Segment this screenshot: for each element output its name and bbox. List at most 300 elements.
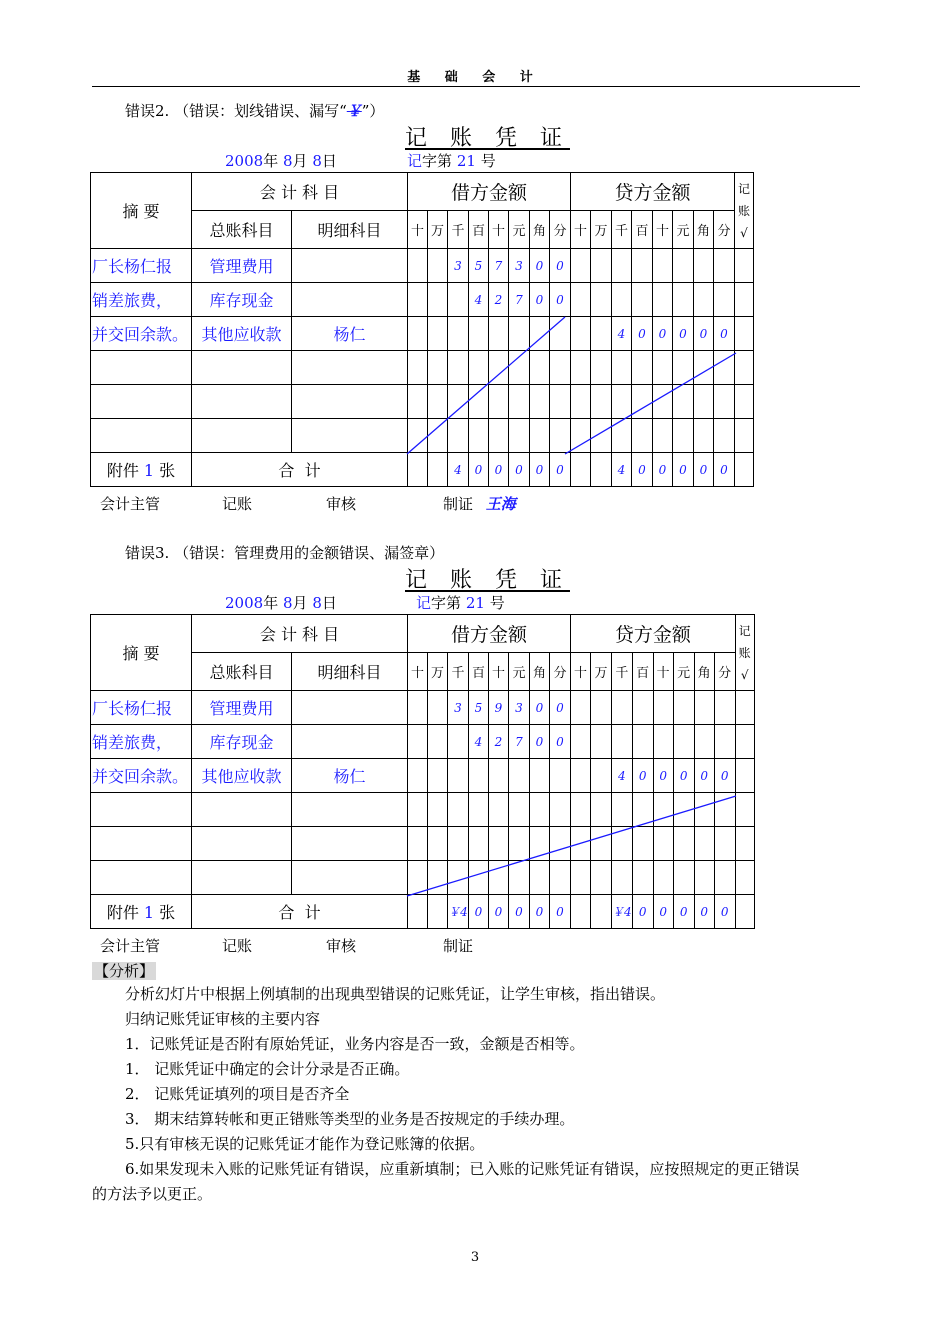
total-debit-digit xyxy=(408,895,428,929)
empty-cell xyxy=(469,793,489,827)
empty-cell xyxy=(489,827,509,861)
posted-cell xyxy=(735,453,754,487)
analysis-item: 3． 期末结算转帐和更正错账等类型的业务是否按规定的手续办理。 xyxy=(125,1110,575,1128)
col-general: 总账科目 xyxy=(192,653,292,691)
empty-cell xyxy=(408,793,428,827)
credit-digit xyxy=(673,725,694,759)
digit-label: 分 xyxy=(714,653,735,691)
digit-label: 十 xyxy=(571,211,591,249)
table-row xyxy=(91,691,755,725)
voucher2-dateline: 2008年 8月 8日 xyxy=(225,152,337,170)
empty-cell xyxy=(192,419,292,453)
analysis-item: 1． 记账凭证中确定的会计分录是否正确。 xyxy=(125,1060,410,1078)
empty-cell xyxy=(292,419,408,453)
empty-cell xyxy=(735,385,754,419)
empty-cell xyxy=(91,419,192,453)
detail-account-cell: 杨仁 xyxy=(292,317,408,351)
empty-cell xyxy=(530,351,550,385)
debit-digit: 7 xyxy=(489,249,509,283)
total-credit-digit: 0 xyxy=(714,453,735,487)
debit-digit: 0 xyxy=(530,725,550,759)
debit-digit xyxy=(408,759,428,793)
empty-cell xyxy=(714,827,735,861)
analysis-last-line1: 6.如果发现未入账的记账凭证有错误，应重新填制；已入账的记账凭证有错误，应按照规定的更正错误 xyxy=(125,1160,800,1178)
credit-digit xyxy=(612,283,632,317)
empty-cell xyxy=(735,793,754,827)
total-debit-digit xyxy=(428,895,448,929)
empty-cell xyxy=(91,351,192,385)
debit-digit: 0 xyxy=(530,249,550,283)
attachment-cell: 附件 1 张 xyxy=(91,895,192,929)
credit-digit xyxy=(612,725,633,759)
credit-digit xyxy=(591,725,612,759)
debit-digit: 0 xyxy=(550,725,571,759)
credit-digit xyxy=(694,725,714,759)
empty-cell xyxy=(408,419,428,453)
digit-label: 十 xyxy=(489,653,509,691)
digit-label: 万 xyxy=(428,211,448,249)
debit-digit xyxy=(428,317,448,351)
digit-label: 十 xyxy=(408,211,428,249)
empty-cell xyxy=(469,827,489,861)
credit-digit xyxy=(632,691,653,725)
credit-digit xyxy=(632,249,653,283)
empty-cell xyxy=(735,861,754,895)
col-credit: 贷方金额 xyxy=(571,615,736,653)
col-subject: 会 计 科 目 xyxy=(192,615,408,653)
total-credit-digit: 4 xyxy=(612,453,632,487)
empty-cell xyxy=(673,385,694,419)
digit-label: 角 xyxy=(530,211,550,249)
credit-digit xyxy=(673,283,694,317)
credit-digit xyxy=(694,249,714,283)
debit-digit xyxy=(408,725,428,759)
empty-cell xyxy=(428,793,448,827)
total-credit-digit: ￥4 xyxy=(612,895,633,929)
debit-digit xyxy=(530,759,550,793)
empty-cell xyxy=(448,385,469,419)
empty-cell xyxy=(550,419,571,453)
credit-digit xyxy=(632,725,653,759)
empty-cell xyxy=(448,351,469,385)
digit-label: 万 xyxy=(591,653,612,691)
empty-cell xyxy=(571,793,591,827)
debit-digit: 5 xyxy=(469,249,489,283)
digit-label: 百 xyxy=(632,211,653,249)
debit-digit xyxy=(530,317,550,351)
credit-digit xyxy=(673,249,694,283)
credit-digit: 0 xyxy=(632,317,653,351)
detail-account-cell xyxy=(292,249,408,283)
table-row xyxy=(91,861,755,895)
total-debit-digit: 0 xyxy=(550,895,571,929)
header-rule xyxy=(92,86,860,87)
total-credit-digit xyxy=(571,895,591,929)
credit-digit: 0 xyxy=(714,759,735,793)
col-detail: 明细科目 xyxy=(292,211,408,249)
col-general: 总账科目 xyxy=(192,211,292,249)
credit-digit xyxy=(653,249,673,283)
debit-digit: 0 xyxy=(550,691,571,725)
empty-cell xyxy=(591,385,612,419)
digit-label: 千 xyxy=(612,211,632,249)
total-debit-digit: 0 xyxy=(489,453,509,487)
empty-cell xyxy=(192,793,292,827)
voucher2-footer-audit: 审核 xyxy=(326,495,357,513)
empty-cell xyxy=(591,351,612,385)
total-credit-digit: 0 xyxy=(673,453,694,487)
empty-cell xyxy=(694,419,714,453)
total-credit-digit: 0 xyxy=(632,453,653,487)
credit-digit xyxy=(714,725,735,759)
col-detail: 明细科目 xyxy=(292,653,408,691)
total-debit-digit: 0 xyxy=(530,895,550,929)
table-row xyxy=(91,827,755,861)
voucher2-number: 记字第 21 号 xyxy=(407,152,496,170)
table-row xyxy=(91,725,755,759)
empty-cell xyxy=(489,793,509,827)
voucher3-table xyxy=(90,614,755,929)
posted-cell xyxy=(735,759,754,793)
debit-digit xyxy=(428,691,448,725)
empty-cell xyxy=(694,351,714,385)
voucher2-table-wrap xyxy=(90,172,754,487)
empty-cell xyxy=(632,827,653,861)
debit-digit: 3 xyxy=(448,691,469,725)
empty-cell xyxy=(591,419,612,453)
empty-cell xyxy=(653,419,673,453)
table-row xyxy=(91,283,754,317)
empty-cell xyxy=(550,385,571,419)
general-account-cell: 其他应收款 xyxy=(192,317,292,351)
voucher3-footer-chief: 会计主管 xyxy=(100,937,161,955)
voucher2-month: 8 xyxy=(282,152,293,170)
empty-cell xyxy=(612,827,633,861)
empty-cell xyxy=(91,861,192,895)
empty-cell xyxy=(530,419,550,453)
empty-cell xyxy=(632,351,653,385)
empty-cell xyxy=(591,861,612,895)
total-debit-digit xyxy=(428,453,448,487)
empty-cell xyxy=(632,861,653,895)
empty-cell xyxy=(735,827,754,861)
digit-label: 千 xyxy=(448,211,469,249)
debit-digit xyxy=(408,317,428,351)
voucher2-footer-bookkeeping: 记账 xyxy=(222,495,253,513)
col-summary: 摘 要 xyxy=(91,615,192,691)
empty-cell xyxy=(632,385,653,419)
empty-cell xyxy=(612,385,632,419)
error3-caption: 错误3. （错误：管理费用的金额错误、漏签章） xyxy=(125,544,445,562)
empty-cell xyxy=(653,351,673,385)
general-account-cell: 库存现金 xyxy=(192,725,292,759)
credit-digit: 4 xyxy=(612,317,632,351)
empty-cell xyxy=(428,827,448,861)
yen-mark: ￥ xyxy=(346,102,362,120)
debit-digit xyxy=(448,759,469,793)
table-row xyxy=(91,793,755,827)
empty-cell xyxy=(550,793,571,827)
digit-label: 元 xyxy=(509,653,530,691)
analysis-heading: 归纳记账凭证审核的主要内容 xyxy=(125,1010,321,1028)
digit-label: 分 xyxy=(550,211,571,249)
general-account-cell: 库存现金 xyxy=(192,283,292,317)
credit-digit xyxy=(571,249,591,283)
debit-digit xyxy=(408,691,428,725)
debit-digit: 9 xyxy=(489,691,509,725)
empty-cell xyxy=(509,419,530,453)
summary-cell: 厂长杨仁报 xyxy=(91,249,192,283)
summary-cell: 销差旅费， xyxy=(91,283,192,317)
empty-cell xyxy=(673,351,694,385)
analysis-tag: 【分析】 xyxy=(94,962,155,980)
empty-cell xyxy=(612,419,632,453)
credit-digit: 0 xyxy=(694,317,714,351)
empty-cell xyxy=(550,827,571,861)
credit-digit xyxy=(632,283,653,317)
empty-cell xyxy=(673,419,694,453)
empty-cell xyxy=(408,351,428,385)
empty-cell xyxy=(591,793,612,827)
debit-digit: 0 xyxy=(550,283,571,317)
debit-digit: 2 xyxy=(489,725,509,759)
digit-label: 千 xyxy=(448,653,469,691)
digit-label: 角 xyxy=(694,653,714,691)
voucher3-dateline: 2008年 8月 8日 xyxy=(225,594,337,612)
total-debit-digit: 0 xyxy=(550,453,571,487)
voucher2-footer-prepared: 制证 王海 xyxy=(443,495,516,513)
empty-cell xyxy=(612,861,633,895)
empty-cell xyxy=(469,385,489,419)
debit-digit: 3 xyxy=(448,249,469,283)
debit-digit: 3 xyxy=(509,691,530,725)
total-debit-digit: ￥4 xyxy=(448,895,469,929)
credit-digit xyxy=(591,759,612,793)
debit-digit xyxy=(448,317,469,351)
empty-cell xyxy=(91,385,192,419)
digit-label: 十 xyxy=(571,653,591,691)
credit-digit xyxy=(591,317,612,351)
empty-cell xyxy=(91,827,192,861)
detail-account-cell xyxy=(292,283,408,317)
empty-cell xyxy=(509,793,530,827)
credit-digit: 0 xyxy=(653,317,673,351)
empty-cell xyxy=(428,861,448,895)
empty-cell xyxy=(292,827,408,861)
empty-cell xyxy=(448,861,469,895)
credit-digit xyxy=(612,691,633,725)
total-row xyxy=(91,895,755,929)
error2-caption-text: 错误2. （错误：划线错误、漏写“ xyxy=(125,102,347,120)
running-header: 基 础 会 计 xyxy=(407,70,543,85)
empty-cell xyxy=(632,793,653,827)
page-number: 3 xyxy=(470,1250,480,1265)
empty-cell xyxy=(735,419,754,453)
credit-digit xyxy=(653,283,673,317)
credit-digit xyxy=(591,249,612,283)
empty-cell xyxy=(714,385,735,419)
credit-digit xyxy=(714,691,735,725)
digit-label: 元 xyxy=(673,211,694,249)
empty-cell xyxy=(694,827,714,861)
summary-cell: 并交回余款。 xyxy=(91,317,192,351)
empty-cell xyxy=(735,351,754,385)
posted-cell xyxy=(735,725,754,759)
empty-cell xyxy=(489,385,509,419)
analysis-last-line2: 的方法予以更正。 xyxy=(92,1185,213,1203)
analysis-item: 1．记账凭证是否附有原始凭证，业务内容是否一致，金额是否相等。 xyxy=(125,1035,585,1053)
empty-cell xyxy=(673,827,694,861)
empty-cell xyxy=(469,419,489,453)
debit-digit xyxy=(408,283,428,317)
detail-account-cell: 杨仁 xyxy=(292,759,408,793)
empty-cell xyxy=(408,827,428,861)
digit-label: 百 xyxy=(469,653,489,691)
table-row xyxy=(91,759,755,793)
empty-cell xyxy=(192,861,292,895)
table-row xyxy=(91,385,754,419)
debit-digit: 3 xyxy=(509,249,530,283)
empty-cell xyxy=(408,385,428,419)
empty-cell xyxy=(192,827,292,861)
digit-label: 十 xyxy=(653,211,673,249)
credit-digit xyxy=(571,725,591,759)
total-label: 合 计 xyxy=(192,895,408,929)
credit-digit xyxy=(694,283,714,317)
total-credit-digit: 0 xyxy=(673,895,694,929)
empty-cell xyxy=(428,419,448,453)
credit-digit xyxy=(571,759,591,793)
digit-label: 万 xyxy=(591,211,612,249)
summary-cell: 厂长杨仁报 xyxy=(91,691,192,725)
debit-digit: 5 xyxy=(469,691,489,725)
debit-digit xyxy=(428,249,448,283)
empty-cell xyxy=(428,385,448,419)
credit-digit: 0 xyxy=(714,317,735,351)
total-credit-digit xyxy=(571,453,591,487)
summary-cell: 并交回余款。 xyxy=(91,759,192,793)
empty-cell xyxy=(469,351,489,385)
credit-digit xyxy=(714,283,735,317)
table-row xyxy=(91,419,754,453)
general-account-cell: 管理费用 xyxy=(192,249,292,283)
table-row xyxy=(91,249,754,283)
digit-label: 十 xyxy=(653,653,673,691)
empty-cell xyxy=(714,861,735,895)
debit-digit xyxy=(509,317,530,351)
total-debit-digit: 0 xyxy=(489,895,509,929)
digit-label: 万 xyxy=(428,653,448,691)
empty-cell xyxy=(448,827,469,861)
credit-digit: 0 xyxy=(653,759,673,793)
empty-cell xyxy=(714,793,735,827)
empty-cell xyxy=(632,419,653,453)
total-credit-digit: 0 xyxy=(714,895,735,929)
empty-cell xyxy=(489,351,509,385)
debit-digit: 0 xyxy=(530,283,550,317)
empty-cell xyxy=(530,861,550,895)
debit-digit xyxy=(489,317,509,351)
credit-digit xyxy=(612,249,632,283)
empty-cell xyxy=(694,793,714,827)
empty-cell xyxy=(192,385,292,419)
debit-digit: 4 xyxy=(469,725,489,759)
empty-cell xyxy=(550,351,571,385)
posted-cell xyxy=(735,249,754,283)
empty-cell xyxy=(469,861,489,895)
credit-digit xyxy=(591,283,612,317)
debit-digit xyxy=(428,283,448,317)
posted-cell xyxy=(735,317,754,351)
attachment-cell: 附件 1 张 xyxy=(91,453,192,487)
empty-cell xyxy=(192,351,292,385)
analysis-item: 2． 记账凭证填列的项目是否齐全 xyxy=(125,1085,350,1103)
digit-label: 十 xyxy=(489,211,509,249)
general-account-cell: 其他应收款 xyxy=(192,759,292,793)
credit-digit xyxy=(714,249,735,283)
digit-label: 千 xyxy=(612,653,633,691)
voucher3-table-wrap xyxy=(90,614,755,929)
credit-digit xyxy=(673,691,694,725)
posted-cell xyxy=(735,691,754,725)
credit-digit xyxy=(653,725,673,759)
empty-cell xyxy=(292,861,408,895)
credit-digit: 0 xyxy=(632,759,653,793)
voucher3-title: 记 账 凭 证 xyxy=(405,568,570,593)
debit-digit xyxy=(408,249,428,283)
debit-digit xyxy=(448,283,469,317)
debit-digit xyxy=(509,759,530,793)
empty-cell xyxy=(694,861,714,895)
debit-digit: 7 xyxy=(509,283,530,317)
debit-digit xyxy=(469,317,489,351)
total-debit-digit: 4 xyxy=(448,453,469,487)
empty-cell xyxy=(509,827,530,861)
empty-cell xyxy=(530,385,550,419)
empty-cell xyxy=(694,385,714,419)
empty-cell xyxy=(612,351,632,385)
analysis-item: 5.只有审核无误的记账凭证才能作为登记账簿的依据。 xyxy=(125,1135,485,1153)
col-subject: 会 计 科 目 xyxy=(192,173,408,211)
empty-cell xyxy=(91,793,192,827)
empty-cell xyxy=(653,827,673,861)
empty-cell xyxy=(571,827,591,861)
voucher3-number: 记字第 21 号 xyxy=(416,594,505,612)
table-row xyxy=(91,351,754,385)
empty-cell xyxy=(571,351,591,385)
col-credit: 贷方金额 xyxy=(571,173,735,211)
empty-cell xyxy=(448,419,469,453)
digit-label: 角 xyxy=(530,653,550,691)
col-debit: 借方金额 xyxy=(408,615,571,653)
debit-digit: 0 xyxy=(550,249,571,283)
total-debit-digit: 0 xyxy=(469,453,489,487)
empty-cell xyxy=(509,351,530,385)
empty-cell xyxy=(714,419,735,453)
credit-digit: 4 xyxy=(612,759,633,793)
empty-cell xyxy=(530,793,550,827)
empty-cell xyxy=(489,861,509,895)
empty-cell xyxy=(591,827,612,861)
voucher2-title: 记 账 凭 证 xyxy=(405,126,570,151)
total-debit-digit: 0 xyxy=(530,453,550,487)
analysis-intro: 分析幻灯片中根据上例填制的出现典型错误的记账凭证，让学生审核，指出错误。 xyxy=(125,985,666,1003)
empty-cell xyxy=(571,861,591,895)
debit-digit xyxy=(428,759,448,793)
debit-digit: 4 xyxy=(469,283,489,317)
debit-digit xyxy=(489,759,509,793)
empty-cell xyxy=(653,385,673,419)
